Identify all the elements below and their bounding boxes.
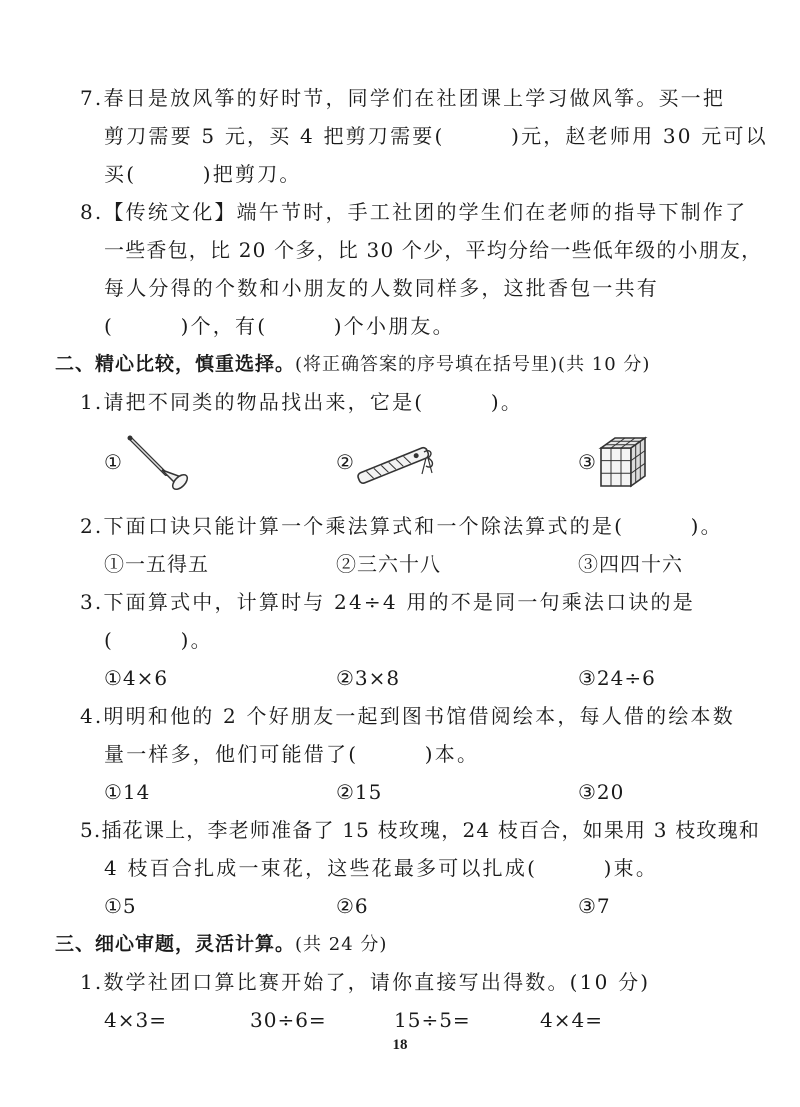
- s3-expr-2: 30÷6=: [250, 1008, 327, 1032]
- s2-q4-opt1: ①14: [104, 780, 151, 804]
- s2-q3-opt3: ③24÷6: [578, 666, 656, 690]
- q7-line3: 买( )把剪刀。: [104, 162, 302, 186]
- q7-line1: 7.春日是放风筝的好时节，同学们在社团课上学习做风筝。买一把: [80, 86, 726, 110]
- s2-q3-line2: ( )。: [104, 628, 213, 652]
- q7-line2: 剪刀需要 5 元，买 4 把剪刀需要( )元，赵老师用 30 元可以: [104, 124, 768, 148]
- s2-q1-opt3-label: ③: [578, 450, 597, 474]
- s2-q2-opt2: ②三六十八: [336, 552, 441, 576]
- s2-q2-opt1: ①一五得五: [104, 552, 209, 576]
- section2-heading: [55, 350, 650, 379]
- s2-q3-opt1: ①4×6: [104, 666, 169, 690]
- s2-q5-opt2: ②6: [336, 894, 369, 918]
- s2-q2-text: 2.下面口诀只能计算一个乘法算式和一个除法算式的是( )。: [80, 514, 723, 538]
- s3-expr-4: 4×4=: [540, 1008, 603, 1032]
- section2-title: 二、精心比较，慎重选择。: [55, 353, 296, 375]
- s2-q2-opt3: ③四四十六: [578, 552, 683, 576]
- s3-q1-text: 1.数学社团口算比赛开始了，请你直接写出得数。(10 分): [80, 970, 651, 994]
- q8-line1: 8.【传统文化】端午节时，手工社团的学生们在老师的指导下制作了: [80, 200, 748, 224]
- s2-q1-text: 1.请把不同类的物品找出来，它是( )。: [80, 390, 524, 414]
- section2-note: (将正确答案的序号填在括号里)(共 10 分): [295, 354, 651, 375]
- s2-q1-opt1-label: ①: [104, 450, 123, 474]
- s2-q1-opt2-label: ②: [336, 450, 355, 474]
- section3-heading: [55, 930, 387, 959]
- section3-title: 三、细心审题，灵活计算。: [55, 933, 296, 955]
- s2-q5-line2: 4 枝百合扎成一束花，这些花最多可以扎成( )束。: [104, 856, 659, 880]
- s2-q4-line2: 量一样多，他们可能借了( )本。: [104, 742, 480, 766]
- flute-dizi-icon: [356, 440, 446, 490]
- s2-q4-line1: 4.明明和他的 2 个好朋友一起到图书馆借阅绘本，每人借的绘本数: [80, 704, 735, 728]
- q8-line3: 每人分得的个数和小朋友的人数同样多，这批香包一共有: [104, 276, 659, 300]
- section3-note: (共 24 分): [295, 934, 388, 955]
- s2-q3-line1: 3.下面算式中，计算时与 24÷4 用的不是同一句乘法口诀的是: [80, 590, 695, 614]
- rubiks-cube-icon: [597, 434, 653, 490]
- q8-line4: ( )个，有( )个小朋友。: [104, 314, 455, 338]
- s2-q5-opt3: ③7: [578, 894, 611, 918]
- page-number: 18: [392, 1037, 408, 1053]
- s2-q5-opt1: ①5: [104, 894, 137, 918]
- s3-expr-3: 15÷5=: [394, 1008, 471, 1032]
- s3-expr-1: 4×3=: [104, 1008, 167, 1032]
- q8-line2: 一些香包，比 20 个多，比 30 个少，平均分给一些低年级的小朋友，: [104, 238, 763, 262]
- s2-q4-opt2: ②15: [336, 780, 383, 804]
- s2-q5-line1: 5.插花课上，李老师准备了 15 枝玫瑰，24 枝百合，如果用 3 枝玫瑰和: [80, 818, 761, 842]
- s2-q4-opt3: ③20: [578, 780, 625, 804]
- trumpet-suona-icon: [122, 434, 192, 492]
- s2-q3-opt2: ②3×8: [336, 666, 401, 690]
